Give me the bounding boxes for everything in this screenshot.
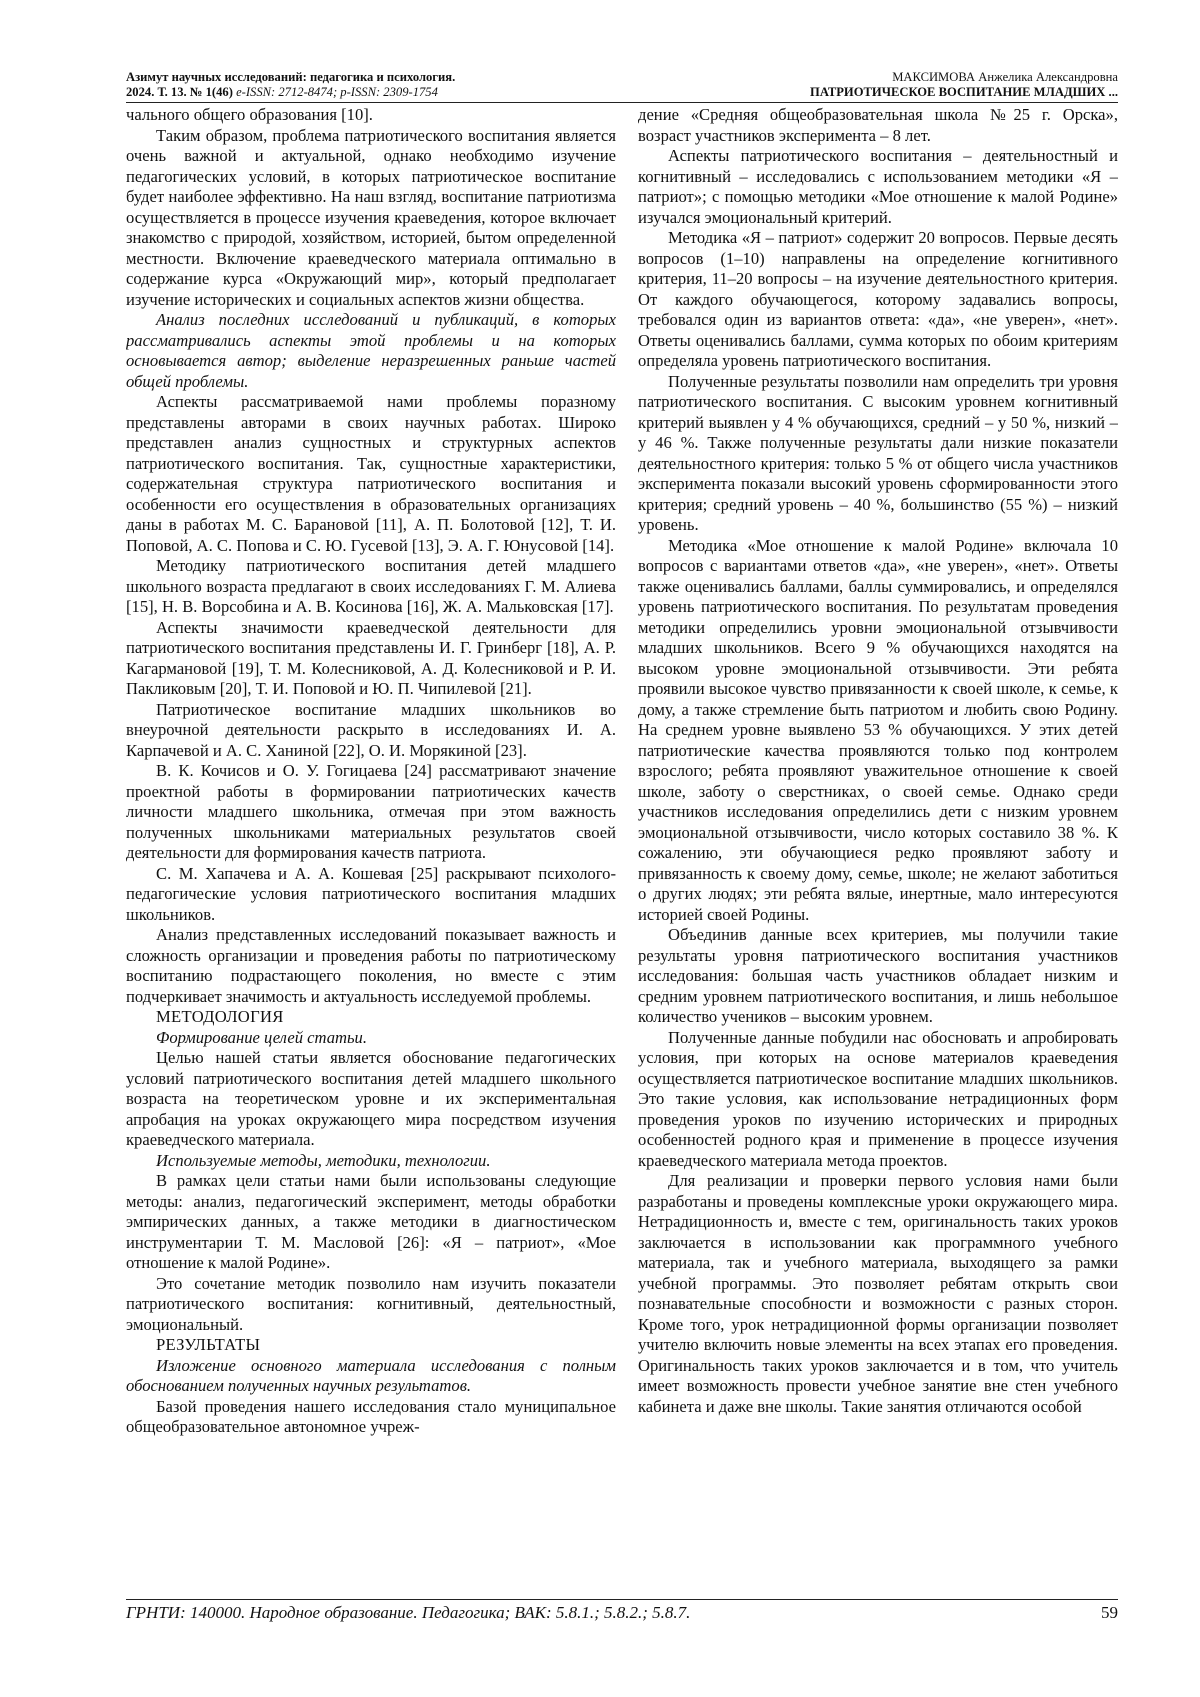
classification-codes: ГРНТИ: 140000. Народное образование. Педагогика; ВАК: 5.8.1.; 5.8.2.; 5.8.7. bbox=[126, 1603, 691, 1622]
section-heading-results: РЕЗУЛЬТАТЫ bbox=[156, 1335, 261, 1354]
paragraph: чального общего образования [10]. bbox=[126, 105, 373, 124]
paragraph: Объединив данные всех критериев, мы получили такие результаты уровня патриотического воспитания участников исследования: большая часть участников обладает низким и средним уровнем патриотического воспитания, и лишь небольшое количество учеников – высоким уровнем. bbox=[638, 925, 1118, 1026]
paragraph: С. М. Хапачева и А. А. Кошевая [25] раскрывают психолого-педагогические условия патриотического воспитания младших школьников. bbox=[126, 863, 616, 924]
paragraph: Патриотическое воспитание младших школьников во внеурочной деятельности раскрыто в исследованиях И. А. Карпачевой и А. С. Ханиной [22], О. И. Морякиной [23]. bbox=[126, 699, 616, 760]
paragraph: дение «Средняя общеобразовательная школа №25 г. Орска», возраст участников эксперимента – 8 лет. bbox=[638, 105, 1118, 145]
paragraph: Аспекты патриотического воспитания – деятельностный и когнитивный – исследовались с использованием методики «Я – патриот»; с помощью методики «Мое отношение к малой Родине» изучался эмоциональный критерий. bbox=[638, 146, 1118, 227]
paragraph: В. К. Кочисов и О. У. Гогицаева [24] рассматривают значение проектной работы в формировании патриотических качеств личности младшего школьника, отмечая при этом важность полученных школьниками материальных результатов своей деятельности для формирования качеств патриота. bbox=[126, 761, 616, 862]
subheading-italic: Анализ последних исследований и публикаций, в которых рассматривались аспекты этой проблемы и на которых основывается автор; выделение неразрешенных раньше частей общей проблемы. bbox=[126, 310, 616, 391]
paragraph: Методика «Я – патриот» содержит 20 вопросов. Первые десять вопросов (1–10) направлены на определение когнитивного критерия, 11–20 вопросы – на изучение деятельностного критерия. От каждого обучающегося, которому задавались вопросы, требовался один из вариантов ответа: «да», «не уверен», «нет». Ответы оценивались баллами, сумма которых по обоим критериям определяла уровень патриотического воспитания. bbox=[638, 228, 1118, 370]
journal-title: Азимут научных исследований: педагогика и психология. bbox=[126, 70, 456, 84]
paragraph: Целью нашей статьи является обоснование педагогических условий патриотического воспитания детей младшего школьного возраста на теоретическом уровне и их экспериментальная апробация на уроках окружающего мира посредством изучения краеведческого материала. bbox=[126, 1048, 616, 1149]
paragraph: В рамках цели статьи нами были использованы следующие методы: анализ, педагогический эксперимент, методы обработки эмпирических данных, а также методики в диагностическом инструментарии Т. М. Масловой [26]: «Я – патриот», «Мое отношение к малой Родине». bbox=[126, 1171, 616, 1272]
running-header bbox=[126, 70, 1118, 106]
journal-issn: e-ISSN: 2712-8474; p-ISSN: 2309-1754 bbox=[236, 85, 438, 99]
subheading-italic: Формирование целей статьи. bbox=[156, 1027, 367, 1047]
paragraph: Аспекты рассматриваемой нами проблемы поразному представлены авторами в своих научных работах. Широко представлен анализ сущностных и структурных аспектов патриотического воспитания. Так, сущностные характеристики, содержательная структура патриотического воспитания и особенности его осуществления в образовательных организациях даны в работах М. С. Барановой [11], А. П. Болотовой [12], Т. И. Поповой, А. С. Попова и С. Ю. Гусевой [13], Э. А. Г. Юнусовой [14]. bbox=[126, 392, 616, 555]
paragraph: Это сочетание методик позволило нам изучить показатели патриотического воспитания: когнитивный, деятельностный, эмоциональный. bbox=[126, 1273, 616, 1334]
paragraph: Полученные данные побудили нас обосновать и апробировать условия, при которых на основе материалов краеведения осуществляется патриотическое воспитание младших школьников. Это такие условия, как использование нетрадиционных форм проведения уроков по изучению исторических и природных особенностей родного края и применение в процессе изучения краеведческого материала метода проектов. bbox=[638, 1027, 1118, 1170]
left-column bbox=[126, 105, 616, 1597]
paragraph: Таким образом, проблема патриотического воспитания является очень важной и актуальной, однако необходимо изучение педагогических условий, в которых патриотическое воспитание будет наиболее эффективно. На наш взгляд, воспитание патриотизма осуществляется в процессе изучения краеведения, которое включает знакомство с природой, хозяйством, историей, бытом определенной местности. Включение краеведческого материала оптимально в содержание курса «Окружающий мир», который предполагает изучение исторических и социальных аспектов жизни общества. bbox=[126, 125, 616, 309]
subheading-italic: Изложение основного материала исследования с полным обоснованием полученных научных результатов. bbox=[126, 1355, 616, 1395]
author-surname: МАКСИМОВА bbox=[892, 70, 976, 84]
footer-rule bbox=[126, 1599, 1118, 1600]
running-footer bbox=[126, 1602, 1118, 1624]
paragraph: Методика «Мое отношение к малой Родине» включала 10 вопросов с вариантами ответов «да», «не уверен», «нет». Ответы также оценивались баллами, баллы суммировались, и определялся уровень патриотического воспитания. По результатам проведения методики определились уровни эмоциональной отзывчивости младших школьников. Всего 9 % обучающихся находятся на высоком уровне эмоциональной отзывчивости. Эти ребята проявили высокое чувство привязанности к своей школе, к семье, к дому, а также стремление быть патриотом и любить свою Родину. На среднем уровне выявлено 53 % обучающихся. У этих детей патриотические качества проявляются только под контролем взрослого; ребята проявляют уважительное отношение к своей школе, заботу о сверстниках, о своей семье. Однако среди участников исследования определились дети с низким уровнем эмоциональной отзывчивости, число которых составило 38 %. К сожалению, эти обучающиеся редко проявляют заботу и привязанность к своему дому, семье, школе; не желают заботиться о других людях; эти ребята вялые, инертные, мало интересуются историей своей Родины. bbox=[638, 535, 1118, 924]
paragraph: Для реализации и проверки первого условия нами были разработаны и проведены комплексные уроки окружающего мира. Нетрадиционность и, вместе с тем, оригинальность таких уроков заключается в использовании как программного учебного материала, так и учебного материала, выходящего за рамки учебной программы. Это позволяет ребятам открыть свои познавательные способности и возможности с разных сторон. Кроме того, урок нетрадиционной формы организации позволяет учителю включить новые элементы на всех этапах его проведения. Оригинальность таких уроков заключается и в том, что учитель имеет возможность провести учебное занятие вне стен учебного кабинета и даже вне школы. Такие занятия отличаются особой bbox=[638, 1171, 1118, 1416]
paragraph: Базой проведения нашего исследования стало муниципальное общеобразовательное автономное учреж- bbox=[126, 1396, 616, 1436]
section-heading-methodology: МЕТОДОЛОГИЯ bbox=[156, 1007, 284, 1026]
paragraph: Методику патриотического воспитания детей младшего школьного возраста предлагают в своих исследованиях Г. М. Алиева [15], Н. В. Ворсобина и А. В. Косинова [16], Ж. А. Мальковская [17]. bbox=[126, 556, 616, 616]
paragraph: Аспекты значимости краеведческой деятельности для патриотического воспитания представлены И. Г. Гринберг [18], А. Р. Кагармановой [19], Т. М. Колесниковой, А. Д. Колесниковой и Р. И. Пакликовым [20], Т. И. Поповой и Ю. П. Чипилевой [21]. bbox=[126, 617, 616, 698]
header-rule bbox=[126, 102, 1118, 103]
paragraph: Анализ представленных исследований показывает важность и сложность организации и проведения работы по патриотическому воспитанию подрастающего поколения, но вместе с этим подчеркивает значимость и актуальность исследуемой проблемы. bbox=[126, 925, 616, 1006]
paragraph: Полученные результаты позволили нам определить три уровня патриотического воспитания. С высоким уровнем когнитивный критерий выявлен у 4 % обучающихся, средний – у 50 %, низкий – у 46 %. Также полученные результаты дали низкие показатели деятельностного критерия: только 5 % от общего числа участников эксперимента показали высокий уровень сформированности этого критерия; средний уровень – 40 %, большинство (55 %) – низкий уровень. bbox=[638, 371, 1118, 534]
article-short-title: ПАТРИОТИЧЕСКОЕ ВОСПИТАНИЕ МЛАДШИХ ... bbox=[810, 85, 1118, 99]
page-number: 59 bbox=[1101, 1603, 1118, 1622]
right-column bbox=[638, 105, 1118, 1597]
author-info bbox=[810, 70, 1118, 100]
journal-info bbox=[126, 70, 455, 100]
author-names: Анжелика Александровна bbox=[978, 70, 1118, 84]
journal-volume: 2024. Т. 13. № 1(46) bbox=[126, 85, 233, 99]
subheading-italic: Используемые методы, методики, технологии. bbox=[156, 1150, 491, 1170]
